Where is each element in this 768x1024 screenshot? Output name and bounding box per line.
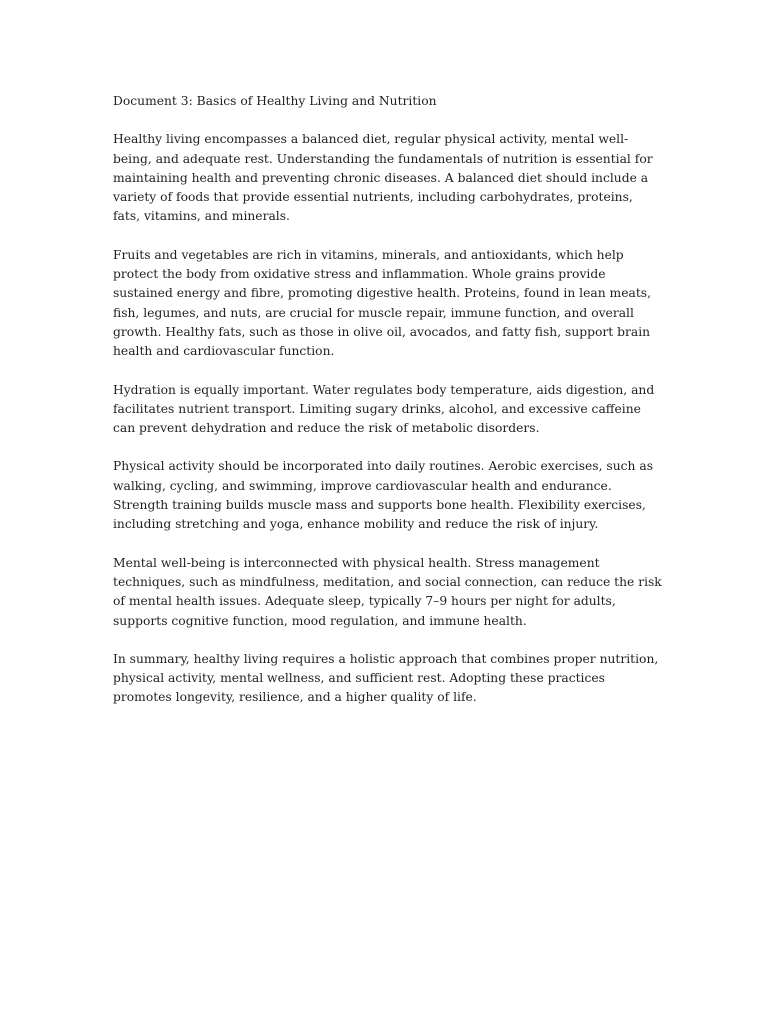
document-title: Document 3: Basics of Healthy Living and Nutrition — [113, 94, 437, 108]
document-body — [113, 92, 663, 727]
paragraph-mental-wellbeing: Mental well-being is interconnected with physical health. Stress management techniques, such as mindfulness, meditation, and social connection, can reduce the risk of mental health issues. Adequate sleep, typically 7–9 hours per night for adults, supports cognitive function, mood regulation, and immune health. — [113, 555, 662, 628]
paragraph-intro: Healthy living encompasses a balanced diet, regular physical activity, mental well-being, and adequate rest. Understanding the fundamentals of nutrition is essential for maintaining health and preventing chronic diseases. A balanced diet should include a variety of foods that provide essential nutrients, including carbohydrates, proteins, fats, vitamins, and minerals. — [113, 132, 653, 224]
paragraph-foods: Fruits and vegetables are rich in vitamins, minerals, and antioxidants, which help protect the body from oxidative stress and inflammation. Whole grains provide sustained energy and fibre, promoting digestive health. Proteins, found in lean meats, fish, legumes, and nuts, are crucial for muscle repair, immune function, and overall growth. Healthy fats, such as those in olive oil, avocados, and fatty fish, support brain health and cardiovascular function. — [113, 247, 651, 359]
paragraph-hydration: Hydration is equally important. Water regulates body temperature, aids digestion, and facilitates nutrient transport. Limiting sugary drinks, alcohol, and excessive caffeine can prevent dehydration and reduce the risk of metabolic disorders. — [113, 382, 655, 436]
paragraph-summary: In summary, healthy living requires a holistic approach that combines proper nutrition, physical activity, mental wellness, and sufficient rest. Adopting these practices promotes longevity, resilience, and a higher quality of life. — [113, 651, 659, 705]
paragraph-physical-activity: Physical activity should be incorporated into daily routines. Aerobic exercises, such as walking, cycling, and swimming, improve cardiovascular health and endurance. Strength training builds muscle mass and supports bone health. Flexibility exercises, including stretching and yoga, enhance mobility and reduce the risk of injury. — [113, 459, 654, 532]
